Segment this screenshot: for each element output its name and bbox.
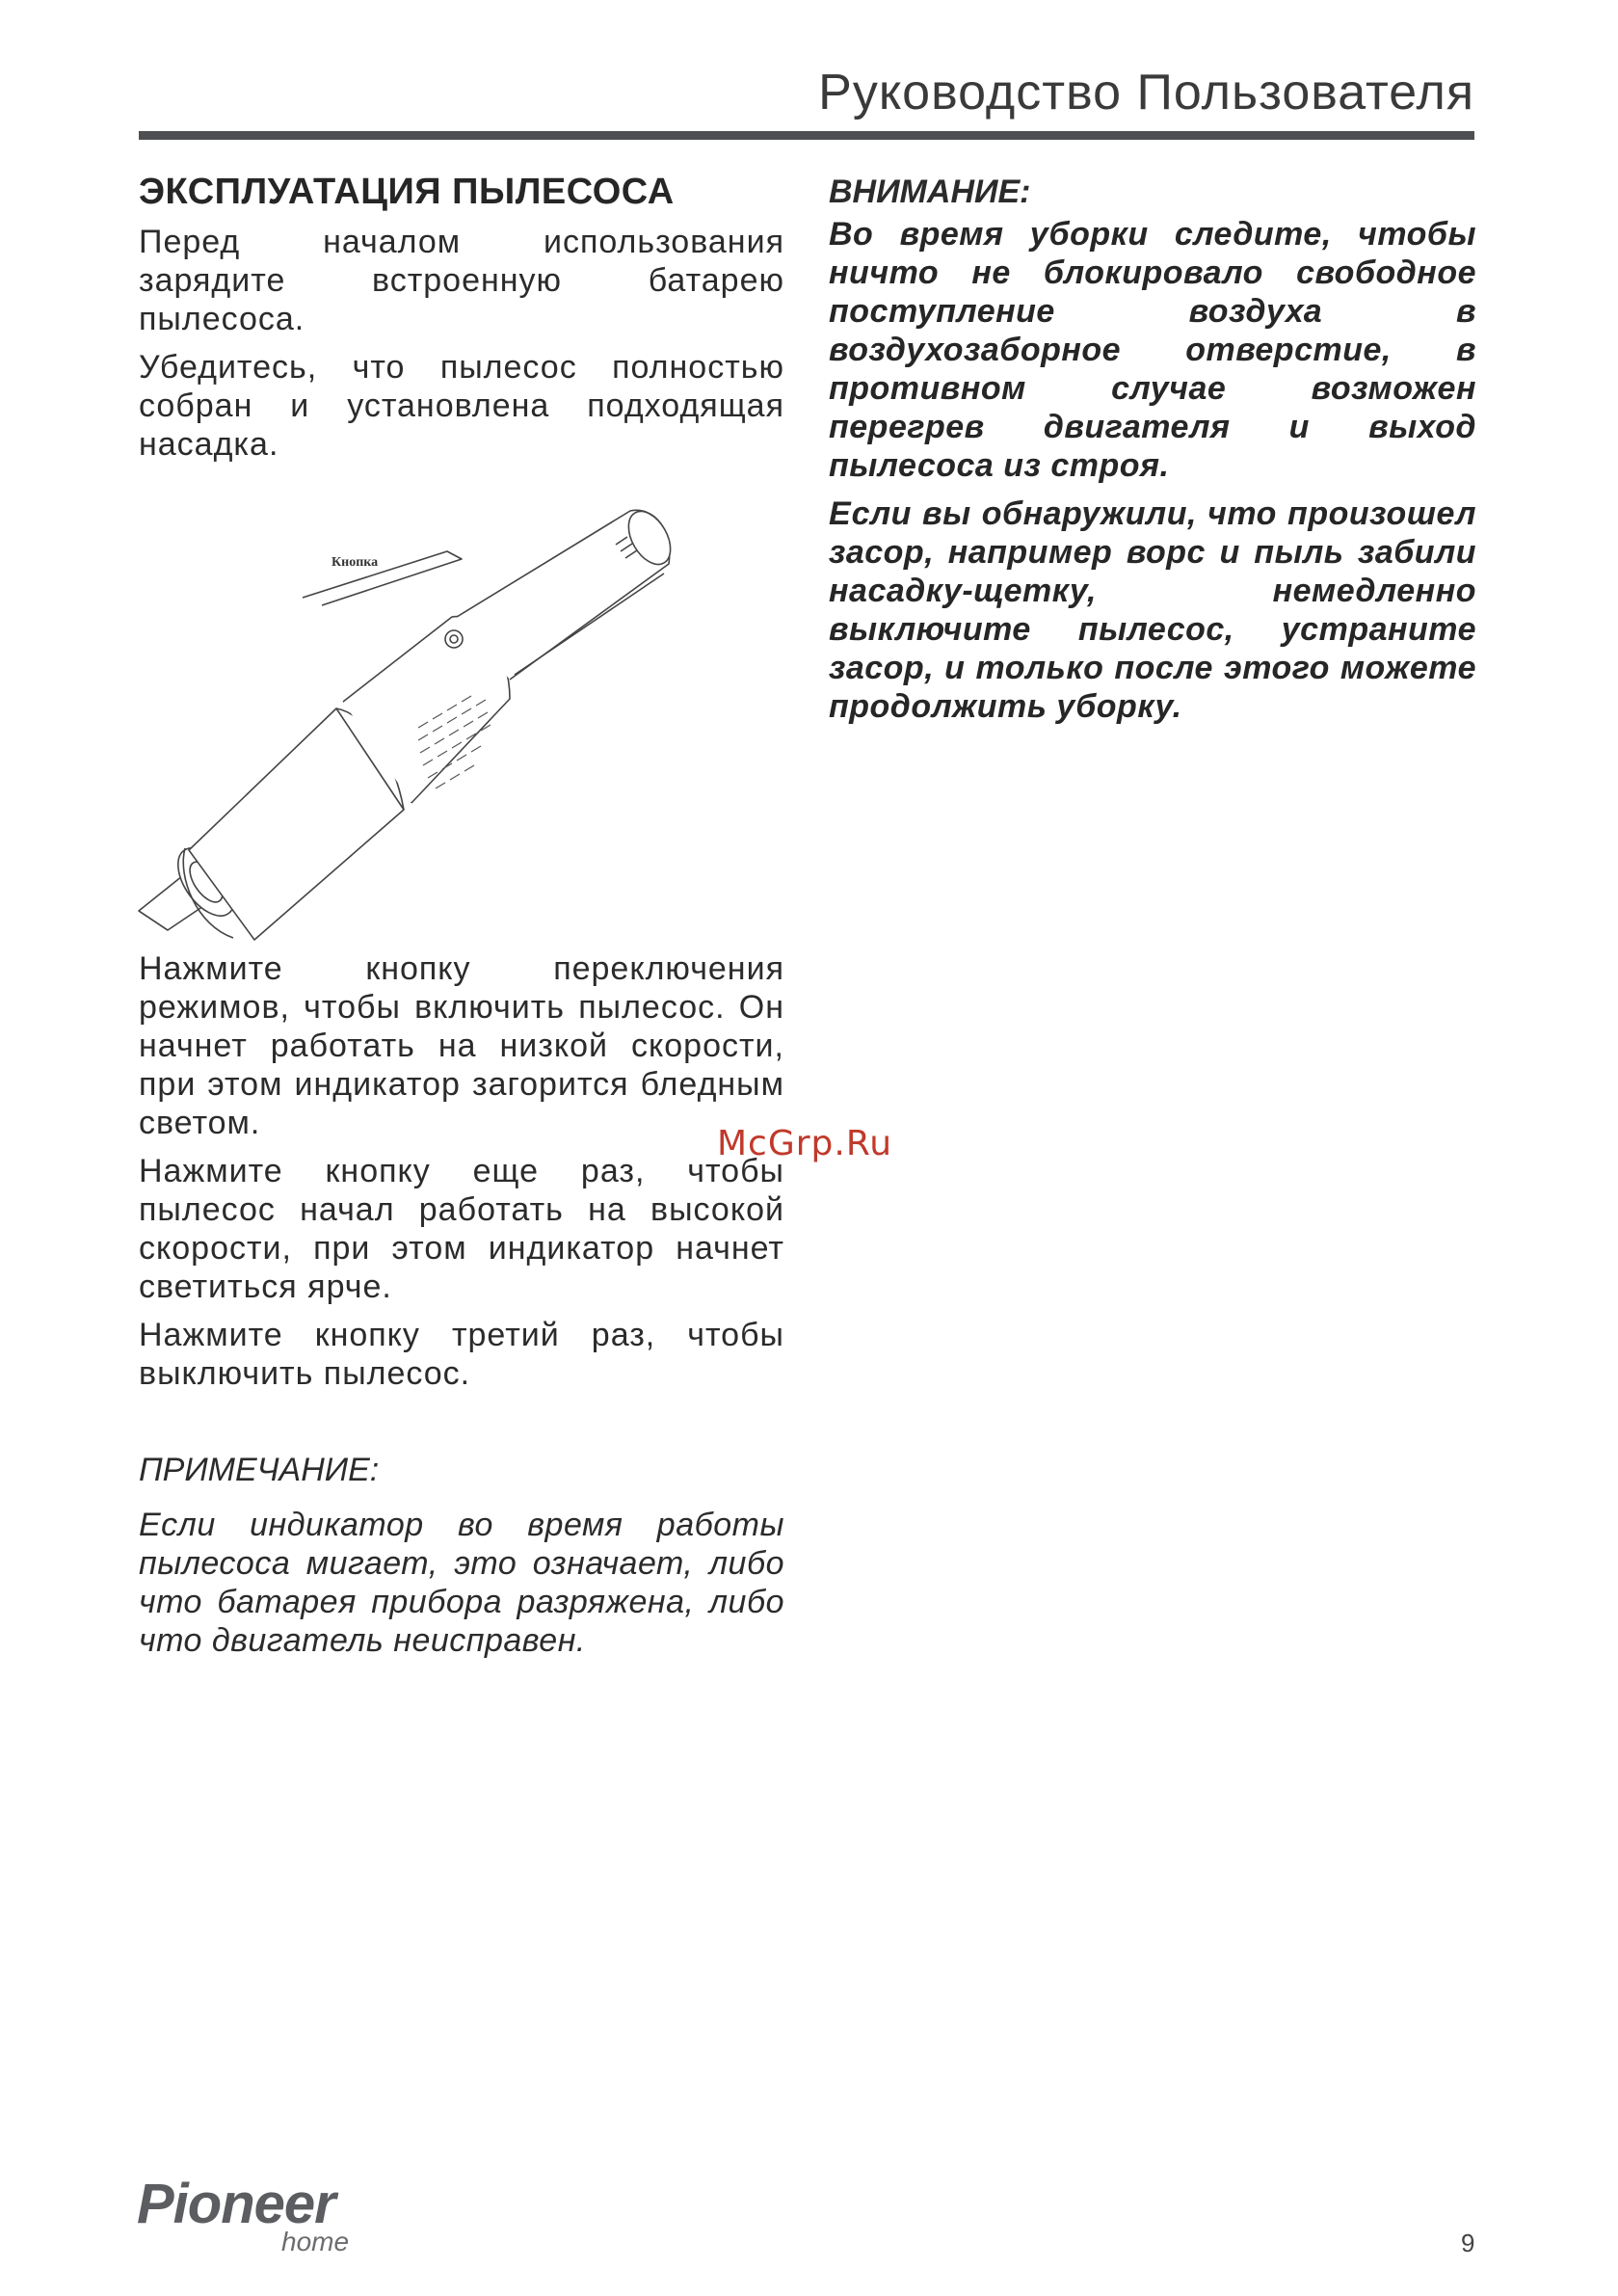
figure-callout-label: Кнопка bbox=[332, 555, 379, 570]
page-header-title: Руководство Пользователя bbox=[818, 65, 1474, 120]
warning-paragraph-1: Во время уборки следите, чтобы ничто не блокировало свободное поступление воздуха в воздухозаборное отверстие, в противном случае возможен перегрев двигателя и выход пылесоса из строя. bbox=[829, 216, 1476, 484]
instruction-paragraph-1: Нажмите кнопку переключения режимов, чтобы включить пылесос. Он начнет работать на низкой скорости, при этом индикатор загорится бледным светом. bbox=[139, 950, 784, 1141]
brand-logo bbox=[137, 2173, 350, 2256]
instruction-paragraph-3: Нажмите кнопку третий раз, чтобы выключить пылесос. bbox=[139, 1317, 784, 1392]
brand-subtitle: home bbox=[281, 2227, 350, 2256]
intro-paragraph-2: Убедитесь, что пылесос полностью собран и установлена подходящая насадка. bbox=[139, 349, 784, 463]
section-title: ЭКСПЛУАТАЦИЯ ПЫЛЕСОСА bbox=[139, 172, 675, 212]
watermark: McGrp.Ru bbox=[717, 1124, 893, 1163]
vacuum-illustration bbox=[129, 492, 707, 945]
header-divider bbox=[139, 131, 1474, 140]
brand-name: Pioneer bbox=[137, 2173, 335, 2235]
left-column bbox=[139, 169, 784, 464]
intro-paragraph-1: Перед началом использования зарядите встроенную батарею пылесоса. bbox=[139, 224, 784, 337]
warning-heading: ВНИМАНИЕ: bbox=[829, 174, 1031, 210]
note-text: Если индикатор во время работы пылесоса мигает, это означает, либо что батарея прибора разряжена, либо что двигатель неисправен. bbox=[139, 1507, 784, 1659]
instructions-block bbox=[139, 949, 784, 1393]
warning-paragraph-2: Если вы обнаружили, что произошел засор, например ворс и пыль забили насадку-щетку, немедленно выключите пылесос, устраните засор, и только после этого можете продолжить уборку. bbox=[829, 495, 1476, 725]
note-heading: ПРИМЕЧАНИЕ: bbox=[139, 1452, 380, 1488]
right-column bbox=[829, 169, 1476, 726]
page-number: 9 bbox=[1461, 2229, 1475, 2257]
instruction-paragraph-2: Нажмите кнопку еще раз, чтобы пылесос начал работать на высокой скорости, при этом индикатор начнет светиться ярче. bbox=[139, 1153, 784, 1305]
